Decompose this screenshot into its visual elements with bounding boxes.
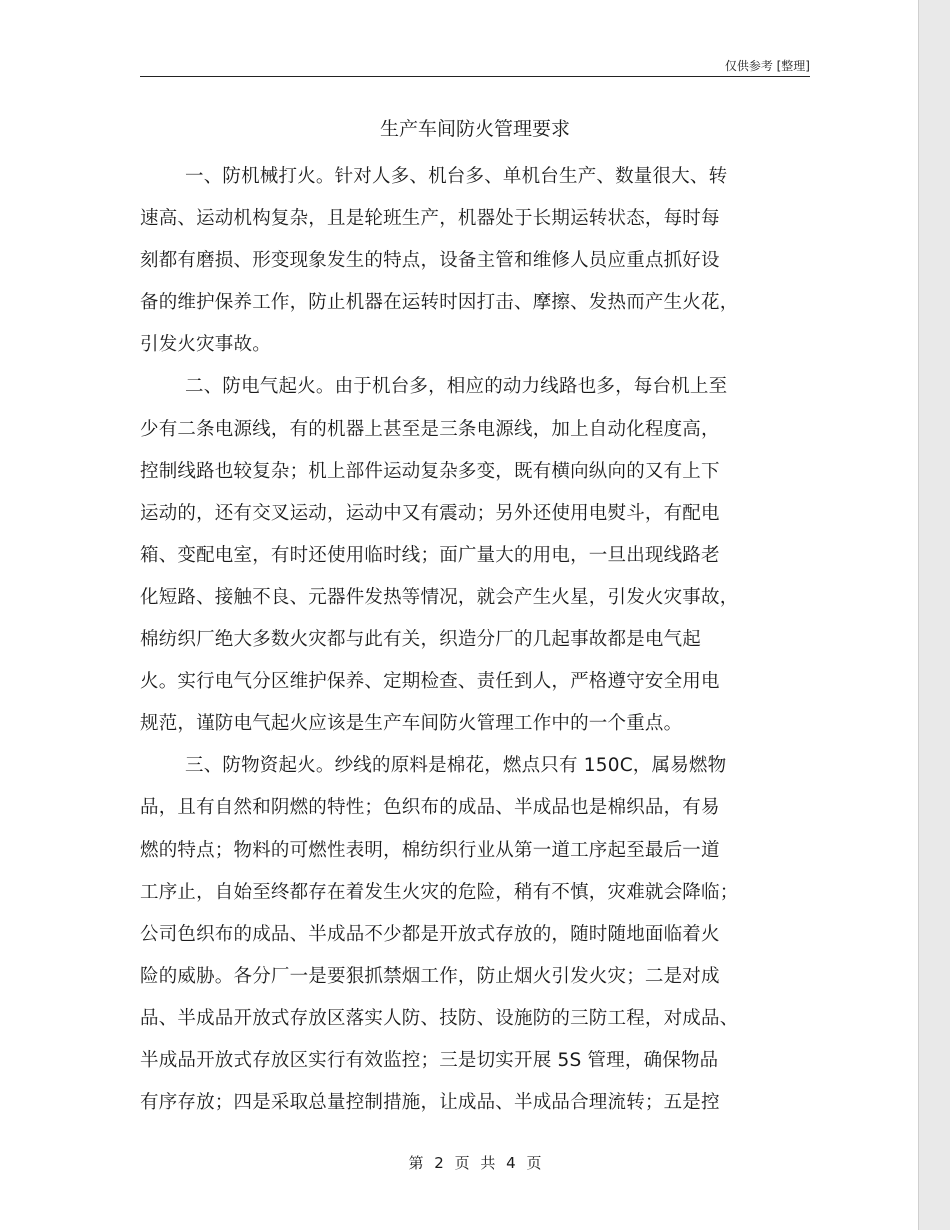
text-line: 一、防机械打火。针对人多、机台多、单机台生产、数量很大、转 xyxy=(185,166,728,187)
text-line: 箱、变配电室，有时还使用临时线；面广量大的用电，一旦出现线路老 xyxy=(140,544,720,566)
text-line: 刻都有磨损、形变现象发生的特点，设备主管和维修人员应重点抓好设 xyxy=(140,250,720,272)
text-line: 备的维护保养工作，防止机器在运转时因打击、摩擦、发热而产生火花， xyxy=(140,292,739,314)
text-line: 少有二条电源线，有的机器上甚至是三条电源线，加上自动化程度高， xyxy=(140,418,720,440)
text-line: 速高、运动机构复杂，且是轮班生产，机器处于长期运转状态，每时每 xyxy=(140,208,720,230)
text-line: 品，且有自然和阴燃的特性；色织布的成品、半成品也是棉织品，有易 xyxy=(140,797,720,819)
text-line: 火。实行电气分区维护保养、定期检查、责任到人，严格遵守安全用电 xyxy=(140,671,720,693)
text-line: 三、防物资起火。纱线的原料是棉花，燃点只有 150C，属易燃物 xyxy=(185,755,727,777)
text-line: 燃的特点；物料的可燃性表明，棉纺织行业从第一道工序起至最后一道 xyxy=(140,839,720,861)
text-line: 控制线路也较复杂；机上部件运动复杂多变，既有横向纵向的又有上下 xyxy=(140,460,720,482)
page-footer: 第 2 页 共 4 页 xyxy=(408,1154,542,1172)
text-line: 半成品开放式存放区实行有效监控；三是切实开展 5S 管理，确保物品 xyxy=(140,1049,719,1071)
text-line: 险的威胁。各分厂一是要狠抓禁烟工作，防止烟火引发火灾；二是对成 xyxy=(140,965,720,987)
text-line: 二、防电气起火。由于机台多，相应的动力线路也多，每台机上至 xyxy=(185,376,728,398)
page-header: 仅供参考 [整理] xyxy=(724,59,810,73)
text-line: 化短路、接触不良、元器件发热等情况，就会产生火星，引发火灾事故， xyxy=(140,586,739,608)
document-body xyxy=(140,156,820,1124)
text-line: 运动的，还有交叉运动，运动中又有震动；另外还使用电熨斗，有配电 xyxy=(140,502,720,524)
document-title: 生产车间防火管理要求 xyxy=(379,118,570,140)
header-divider xyxy=(140,76,810,77)
text-line: 有序存放；四是采取总量控制措施，让成品、半成品合理流转；五是控 xyxy=(140,1092,720,1114)
text-line: 工序止，自始至终都存在着发生火灾的危险，稍有不慎，灾难就会降临； xyxy=(140,881,739,903)
text-line: 品、半成品开放式存放区落实人防、技防、设施防的三防工程，对成品、 xyxy=(140,1007,739,1029)
text-line: 规范，谨防电气起火应该是生产车间防火管理工作中的一个重点。 xyxy=(140,713,683,735)
text-line: 公司色织布的成品、半成品不少都是开放式存放的，随时随地面临着火 xyxy=(140,923,720,945)
text-line: 棉纺织厂绝大多数火灾都与此有关，织造分厂的几起事故都是电气起 xyxy=(140,629,702,651)
text-line: 引发火灾事故。 xyxy=(140,334,271,356)
